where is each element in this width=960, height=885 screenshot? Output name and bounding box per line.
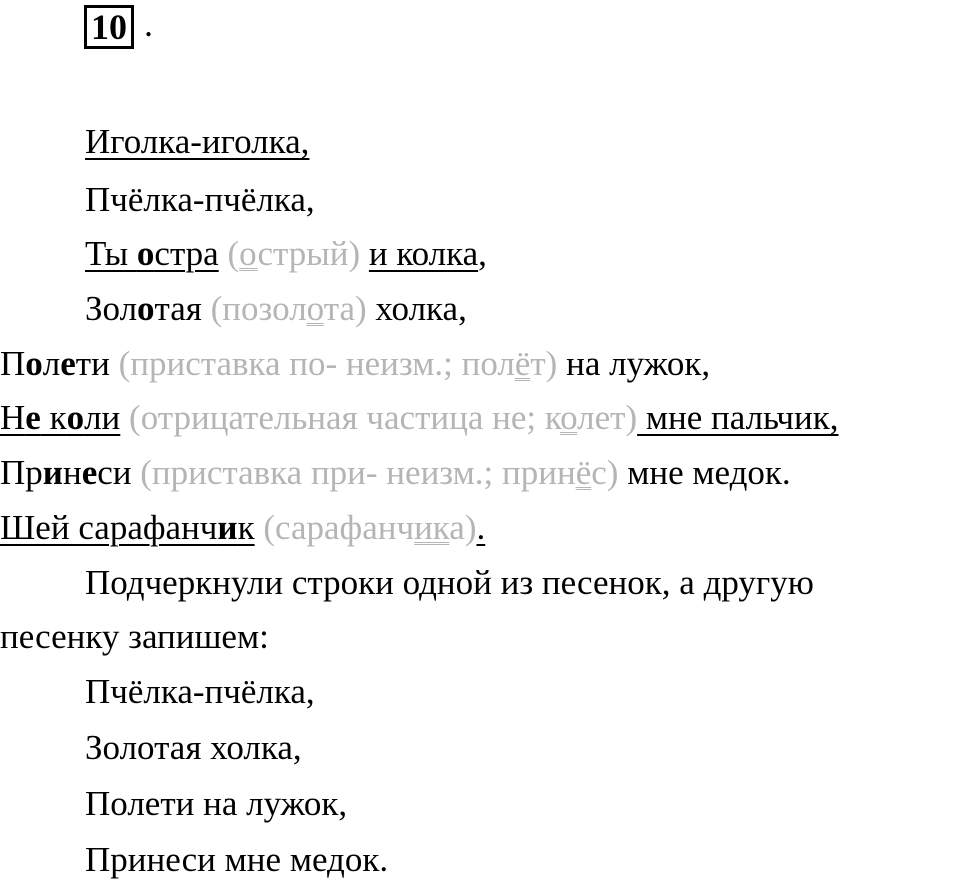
bold-vowel: е bbox=[25, 398, 41, 437]
bold-vowel: о bbox=[25, 344, 43, 383]
hint-text: (сарафанчика) bbox=[254, 508, 477, 547]
hint-text: (отрицательная частица не; колет) bbox=[120, 398, 638, 437]
song-line-3 bbox=[85, 784, 347, 824]
exercise-number: 10 bbox=[84, 5, 134, 49]
bold-vowel: о bbox=[136, 234, 155, 273]
exercise-number-dot: . bbox=[144, 4, 153, 44]
bold-vowel: е bbox=[60, 344, 76, 383]
underlined-text: Ты остра bbox=[85, 234, 219, 273]
poem-line-1 bbox=[85, 122, 309, 162]
underlined-text: Иголка-иголка, bbox=[85, 122, 310, 161]
hint-text: (приставка при- неизм.; принёс) bbox=[131, 453, 619, 492]
double-underlined-vowel: о bbox=[306, 289, 324, 328]
hint-text: (позолота) bbox=[201, 289, 367, 328]
underlined-text: мне пальчик, bbox=[637, 398, 839, 437]
text: Принеси мне медок. bbox=[85, 840, 389, 879]
underlined-dot: . bbox=[476, 508, 486, 547]
bold-vowel: о bbox=[66, 398, 85, 437]
underlined-text: Не коли bbox=[0, 398, 121, 437]
bold-vowel: и bbox=[42, 453, 63, 492]
poem-line-7: Принеси (приставка при- неизм.; принёс) мне медок. bbox=[0, 453, 791, 492]
poem-line-8 bbox=[0, 508, 485, 548]
song-line-1 bbox=[85, 672, 315, 712]
double-underlined-vowel: о bbox=[239, 234, 258, 273]
text: Пчёлка-пчёлка, bbox=[85, 672, 315, 711]
bold-vowel: и bbox=[217, 508, 238, 547]
double-underlined-vowel: ё bbox=[514, 344, 531, 383]
text: Пчёлка-пчёлка, bbox=[85, 180, 315, 219]
bold-vowel: е bbox=[81, 453, 98, 492]
paragraph-line-1 bbox=[85, 563, 814, 603]
bold-vowel: о bbox=[137, 289, 155, 328]
double-underlined-vowel: о bbox=[560, 398, 578, 437]
poem-line-5: Полети (приставка по- неизм.; полёт) на лужок, bbox=[0, 344, 711, 383]
double-underlined-suffix: ик bbox=[414, 508, 450, 547]
underlined-text: и колка bbox=[368, 234, 479, 273]
poem-line-4: Золотая (позолота) холка, bbox=[85, 289, 467, 328]
song-line-2 bbox=[85, 728, 302, 768]
hint-text: (острый) bbox=[218, 234, 361, 273]
paragraph-line-2 bbox=[0, 617, 269, 657]
poem-line-3: Ты остра (острый) и колка, bbox=[85, 234, 487, 273]
text: песенку запишем: bbox=[0, 617, 269, 656]
underlined-text: Шей сарафанчик bbox=[0, 508, 255, 547]
text: Золотая холка, bbox=[85, 728, 302, 767]
song-line-4 bbox=[85, 840, 388, 880]
double-underlined-vowel: ё bbox=[575, 453, 592, 492]
hint-text: (приставка по- неизм.; полёт) bbox=[109, 344, 558, 383]
poem-line-6 bbox=[0, 398, 838, 438]
text: Подчеркнули строки одной из песенок, а другую bbox=[85, 563, 814, 602]
poem-line-2 bbox=[85, 180, 315, 220]
text: Полети на лужок, bbox=[85, 784, 348, 823]
